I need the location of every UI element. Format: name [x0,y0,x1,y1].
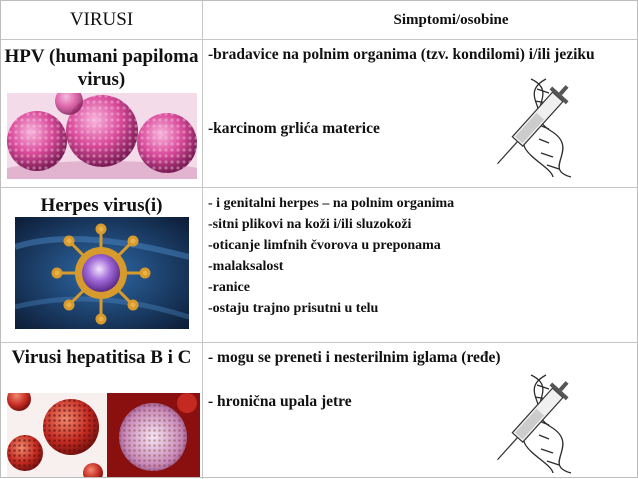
herpes-virus-image [15,217,189,329]
virus-name-hepatitis: Virusi hepatitisa B i C [11,347,192,368]
syringe-dna-icon [491,369,581,477]
symptom-herpes-3: -oticanje limfnih čvorova u preponama [208,238,441,253]
symptom-herpes-2: -sitni plikovi na koži i/ili sluzokoži [208,217,412,232]
row-divider [1,187,638,188]
symptom-herpes-1: - i genitalni herpes – na polnim organima [208,196,455,211]
symptom-herpes-4: -malaksalost [208,259,284,274]
symptom-hpv-1: -bradavice na polnim organima (tzv. kondilomi) i/ili jeziku [208,46,595,63]
header-simptomi: Simptomi/osobine [393,11,509,28]
hepatitis-virus-image [7,393,200,477]
symptom-hepatitis-1: - mogu se preneti i nesterilnim iglama (ređe) [208,349,501,366]
row-divider [1,39,638,40]
header-virusi: VIRUSI [69,9,134,30]
hpv-virus-image [7,93,197,179]
virus-name-herpes: Herpes virus(i) [40,195,163,216]
syringe-dna-icon [491,73,581,183]
symptom-herpes-5: -ranice [208,280,250,295]
row-divider [1,342,638,343]
symptom-hpv-2: -karcinom grlića materice [208,120,380,137]
symptom-hepatitis-2: - hronična upala jetre [208,393,352,410]
virus-name-hpv: HPV (humani papiloma virus) [4,46,199,90]
column-divider [202,1,203,479]
symptom-herpes-6: -ostaju trajno prisutni u telu [208,301,379,316]
